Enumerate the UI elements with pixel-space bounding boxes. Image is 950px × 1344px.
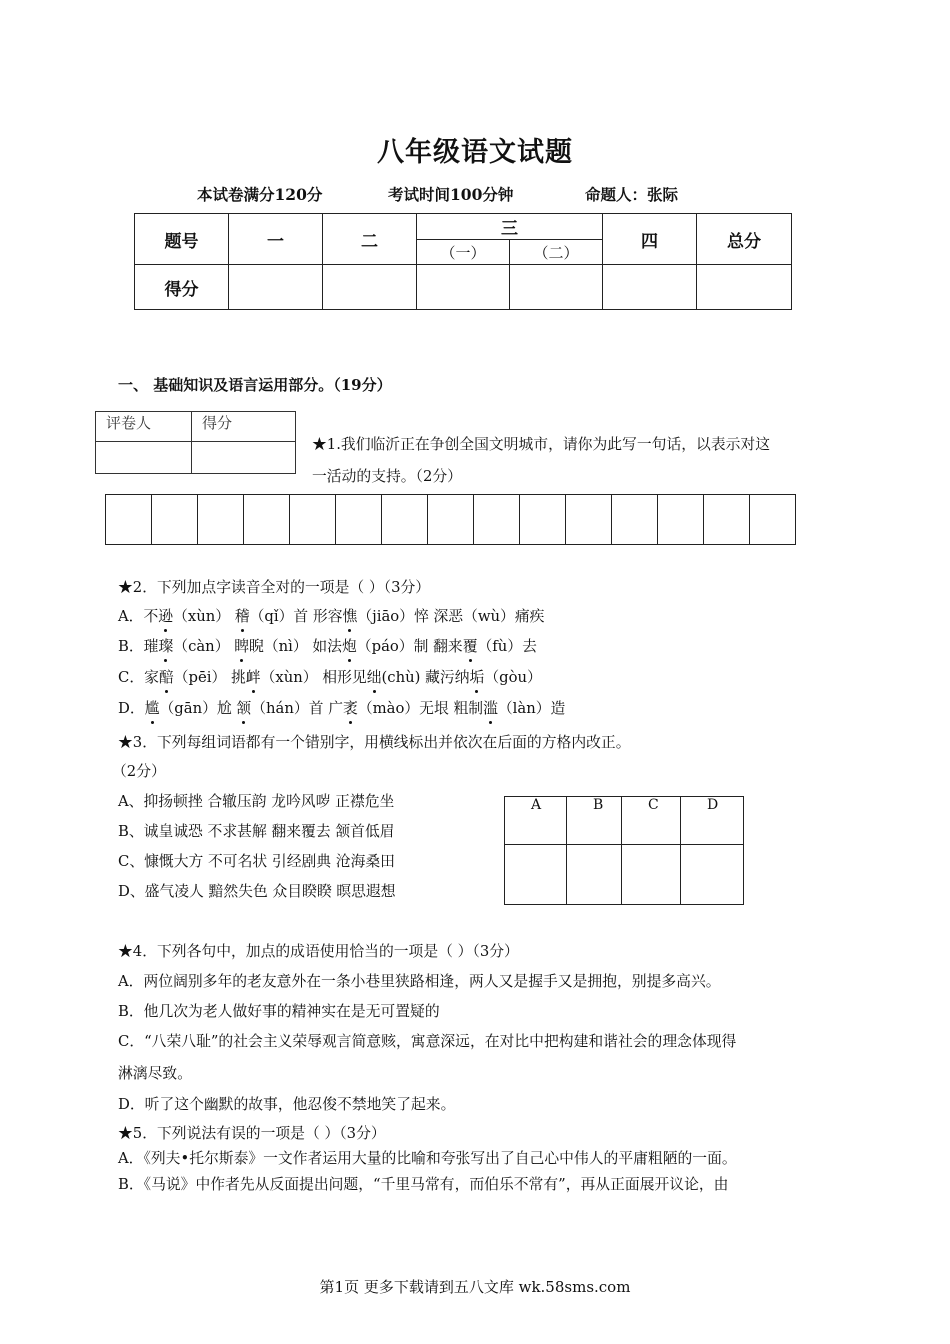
q3-col-b: B: [567, 797, 622, 845]
score-cell[interactable]: [603, 265, 697, 310]
q4-option-c2: 淋漓尽致。: [118, 1065, 192, 1082]
q3-option-c: C、慷慨大方 不可名状 引经剧典 沧海桑田: [118, 853, 395, 870]
q3-col-c: C: [622, 797, 681, 845]
q3-option-d: D、盛气凌人 黯然失色 众目睽睽 暝思遐想: [118, 883, 396, 900]
q1-answer-boxes: [105, 494, 796, 545]
answer-box[interactable]: [612, 495, 658, 545]
q5-option-a: A．《列夫•托尔斯泰》一文作者运用大量的比喻和夸张写出了自己心中伟人的平庸粗陋的一面。: [118, 1150, 737, 1167]
answer-box[interactable]: [428, 495, 474, 545]
grader-reviewer-label: 评卷人: [96, 412, 192, 442]
score-table: [134, 213, 792, 310]
q3-answer-cell[interactable]: [622, 845, 681, 905]
score-header-label: 题号: [135, 214, 229, 265]
q4-option-b: B．他几次为老人做好事的精神实在是无可置疑的: [118, 1003, 440, 1020]
q4-stem: ★4．下列各句中，加点的成语使用恰当的一项是（ ）（3分）: [118, 943, 519, 960]
answer-box[interactable]: [382, 495, 428, 545]
section-1-heading: 一、 基础知识及语言运用部分。（19分）: [118, 376, 392, 394]
answer-box[interactable]: [290, 495, 336, 545]
q2-option-a: A．不逊（xùn） 稽（qǐ）首 形容憔（jiāo）悴 深恶（wù）痛疾: [118, 608, 545, 625]
page-footer: 第1页 更多下载请到五八文库 wk.58sms.com: [319, 1278, 631, 1296]
score-col-3: 三: [417, 214, 603, 240]
answer-box[interactable]: [336, 495, 382, 545]
answer-box[interactable]: [520, 495, 566, 545]
q3-stem: ★3．下列每组词语都有一个错别字，用横线标出并依次在后面的方格内改正。: [118, 734, 631, 751]
answer-box[interactable]: [198, 495, 244, 545]
answer-box[interactable]: [474, 495, 520, 545]
author: 命题人：张际: [585, 185, 679, 204]
q1-line2: 一活动的支持。（2分）: [312, 468, 462, 485]
q2-option-d: D．尴（gān）尬 颔（hán）首 广袤（mào）无垠 粗制滥（làn）造: [118, 700, 566, 717]
page-title: 八年级语文试题: [377, 137, 573, 168]
q3-col-a: A: [505, 797, 567, 845]
q3-col-d: D: [681, 797, 744, 845]
score-row-label: 得分: [135, 265, 229, 310]
q3-points: （2分）: [112, 763, 166, 780]
score-col-4: 四: [603, 214, 697, 265]
grader-box: [95, 411, 296, 474]
score-col-1: 一: [229, 214, 323, 265]
q3-option-a: A、抑扬顿挫 合辙压韵 龙吟风哕 正襟危坐: [118, 793, 395, 810]
q3-answer-cell[interactable]: [505, 845, 567, 905]
score-cell[interactable]: [697, 265, 792, 310]
q2-stem: ★2．下列加点字读音全对的一项是（ ）（3分）: [118, 579, 431, 596]
score-total: 总分: [697, 214, 792, 265]
q5-option-b: B．《马说》中作者先从反面提出问题，“千里马常有，而伯乐不常有”，再从正面展开议论，由: [118, 1176, 729, 1193]
score-cell[interactable]: [510, 265, 603, 310]
score-cell[interactable]: [323, 265, 417, 310]
answer-box[interactable]: [244, 495, 290, 545]
q4-option-c1: C．“八荣八耻”的社会主义荣辱观言简意赅，寓意深远，在对比中把构建和谐社会的理念体现得: [118, 1033, 737, 1050]
grader-score-label: 得分: [192, 412, 296, 442]
q2-option-c: C．家醅（pēi） 挑衅（xùn） 相形见绌(chù) 藏污纳垢（gòu）: [118, 669, 542, 686]
q3-correction-table: [504, 796, 744, 905]
score-cell[interactable]: [417, 265, 510, 310]
q4-option-a: A．两位阔别多年的老友意外在一条小巷里狭路相逢，两人又是握手又是拥抱，别提多高兴。: [118, 973, 721, 990]
q4-option-d: D．听了这个幽默的故事，他忍俊不禁地笑了起来。: [118, 1096, 456, 1113]
q2-option-b: B．璀璨（càn） 睥睨（nì） 如法炮（páo）制 翻来覆（fù）去: [118, 638, 537, 655]
q5-stem: ★5．下列说法有误的一项是（ ）（3分）: [118, 1125, 386, 1142]
q3-option-b: B、诚皇诚恐 不求甚解 翻来覆去 颔首低眉: [118, 823, 395, 840]
full-score: 本试卷满分120分: [197, 185, 323, 204]
answer-box[interactable]: [658, 495, 704, 545]
score-col-3b: （二）: [510, 240, 603, 265]
score-cell[interactable]: [229, 265, 323, 310]
answer-box[interactable]: [152, 495, 198, 545]
answer-box[interactable]: [704, 495, 750, 545]
answer-box[interactable]: [106, 495, 152, 545]
q3-answer-cell[interactable]: [567, 845, 622, 905]
grader-reviewer-cell[interactable]: [96, 442, 192, 474]
exam-time: 考试时间100分钟: [388, 185, 514, 204]
score-col-3a: （一）: [417, 240, 510, 265]
score-col-2: 二: [323, 214, 417, 265]
answer-box[interactable]: [750, 495, 796, 545]
q3-answer-cell[interactable]: [681, 845, 744, 905]
answer-box[interactable]: [566, 495, 612, 545]
q1-line1: ★1.我们临沂正在争创全国文明城市，请你为此写一句话，以表示对这: [312, 436, 771, 453]
grader-score-cell[interactable]: [192, 442, 296, 474]
